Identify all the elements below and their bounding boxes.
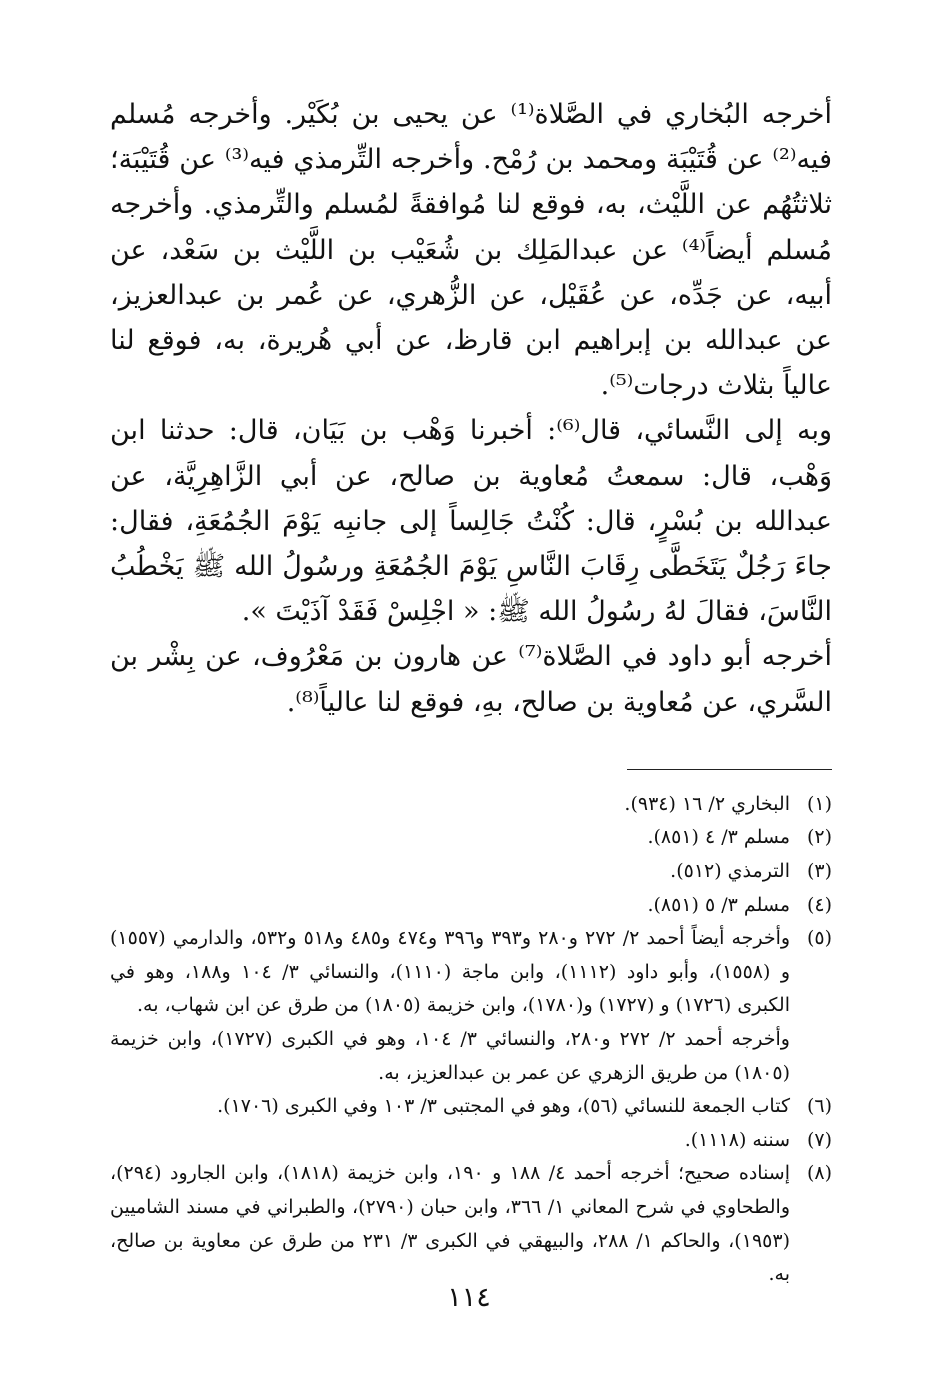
footnote-number: (٣) (806, 860, 832, 883)
footnote (110, 788, 832, 822)
footnote-number: (٤) (806, 893, 832, 916)
footnote-text: كتاب الجمعة للنسائي (٥٦)، وهو في المجتبى ٣/ ١٠٣ وفي الكبرى (١٧٠٦). (217, 1095, 790, 1118)
footnote-text: وأخرجه أيضاً أحمد ٢/ ٢٧٢ و٢٨٠ و٣٩٣ و٣٩٦ و٤٧٤ و٤٨٥ و٥١٨ و٥٣٢، والدارمي (١٥٥٧) و (١٥٥٨)، وأبو داود (١١١٢)، وابن ماجة (١١١٠)، والنسائي ٣/ ١٠٤ و١٨٨، وهو في الكبرى (١٧٢٦) و (١٧٢٧) و(١٧٨٠)، وابن خزيمة (١٨٠٥) من طرق عن ابن شهاب، به. (110, 927, 791, 1017)
page-content (110, 92, 832, 1292)
footnote-number: (٧) (806, 1128, 832, 1151)
footnote-text-continued: وأخرجه أحمد ٢/ ٢٧٢ و٢٨٠، والنسائي ٣/ ١٠٤، وهو في الكبرى (١٧٢٧)، وابن خزيمة (١٨٠٥) من طريق الزهري عن عمر بن عبدالعزيز، به. (110, 1028, 790, 1084)
footnote (110, 1157, 832, 1291)
footnote-separator (627, 769, 832, 770)
footnote-text: مسلم ٣/ ٥ (٨٥١). (647, 893, 790, 916)
footnote (110, 922, 832, 1090)
page-number: ١١٤ (447, 1282, 491, 1313)
paragraph-2: وبه إلى النَّسائي، قال⁽⁶⁾: أخبرنا وَهْب بن بَيَان، قال: حدثنا ابن وَهْب، قال: سمعتُ مُعاوية بن صالح، عن أبي الزَّاهِرِيَّة، عن عبدالله بن بُسْرٍ، قال: كُنْتُ جَالِساً إلى جانبِه يَوْمَ الجُمُعَةِ، فقال: جاءَ رَجُلٌ يَتَخَطَّى رِقَابَ النَّاسِ يَوْمَ الجُمُعَةِ ورسُولُ الله ﷺ يَخْطُبُ النَّاسَ، فقالَ لهُ رسُولُ الله ﷺ: « اجْلِسْ فَقَدْ آذَيْتَ ». (110, 415, 832, 628)
footnote-text: مسلم ٣/ ٤ (٨٥١). (647, 826, 790, 849)
main-text (110, 92, 832, 725)
footnote-text: البخاري ٢/ ١٦ (٩٣٤). (624, 792, 790, 815)
footnote-text: سننه (١١١٨). (684, 1128, 790, 1151)
footnote (110, 855, 832, 889)
footnote-number: (٥) (806, 927, 832, 950)
footnote-number: (٦) (806, 1095, 832, 1118)
paragraph-1: أخرجه البُخاري في الصَّلاة⁽¹⁾ عن يحيى بن بُكَيْر. وأخرجه مُسلم فيه⁽²⁾ عن قُتَيْبَة ومحمد بن رُمْح. وأخرجه التِّرمذي فيه⁽³⁾ عن قُتَيْبَة؛ ثلاثتُهُم عن اللَّيْث، به، فوقع لنا مُوافقةً لمُسلم والتِّرمذي. وأخرجه مُسلم أيضاً⁽⁴⁾ عن عبدالمَلِك بن شُعَيْب بن اللَّيْث بن سَعْد، عن أبيه، عن جَدِّه، عن عُقَيْل، عن الزُّهري، عن عُمر بن عبدالعزيز، عن عبدالله بن إبراهيم ابن قارظ، عن أبي هُريرة، به، فوقع لنا عالياً بثلاث درجات⁽⁵⁾. (110, 99, 832, 402)
footnotes (110, 788, 832, 1292)
footnote-number: (١) (806, 792, 832, 815)
footnote-text: الترمذي (٥١٢). (670, 860, 790, 883)
footnote (110, 821, 832, 855)
footnote (110, 889, 832, 923)
footnote (110, 1090, 832, 1124)
footnote-number: (٨) (806, 1162, 832, 1185)
footnote-number: (٢) (806, 826, 832, 849)
footnote (110, 1124, 832, 1158)
paragraph-3: أخرجه أبو داود في الصَّلاة⁽⁷⁾ عن هارون بن مَعْرُوف، عن بِشْر بن السَّري، عن مُعاوية بن صالح، بهِ، فوقع لنا عالياً⁽⁸⁾. (110, 641, 832, 718)
footnote-text: إسناده صحيح؛ أخرجه أحمد ٤/ ١٨٨ و ١٩٠، وابن خزيمة (١٨١٨)، وابن الجارود (٢٩٤)، والطحاوي في شرح المعاني ١/ ٣٦٦، وابن حبان (٢٧٩٠)، والطبراني في مسند الشاميين (١٩٥٣)، والحاكم ١/ ٢٨٨، والبيهقي في الكبرى ٣/ ٢٣١ من طرق عن معاوية بن صالح، به. (110, 1162, 790, 1286)
